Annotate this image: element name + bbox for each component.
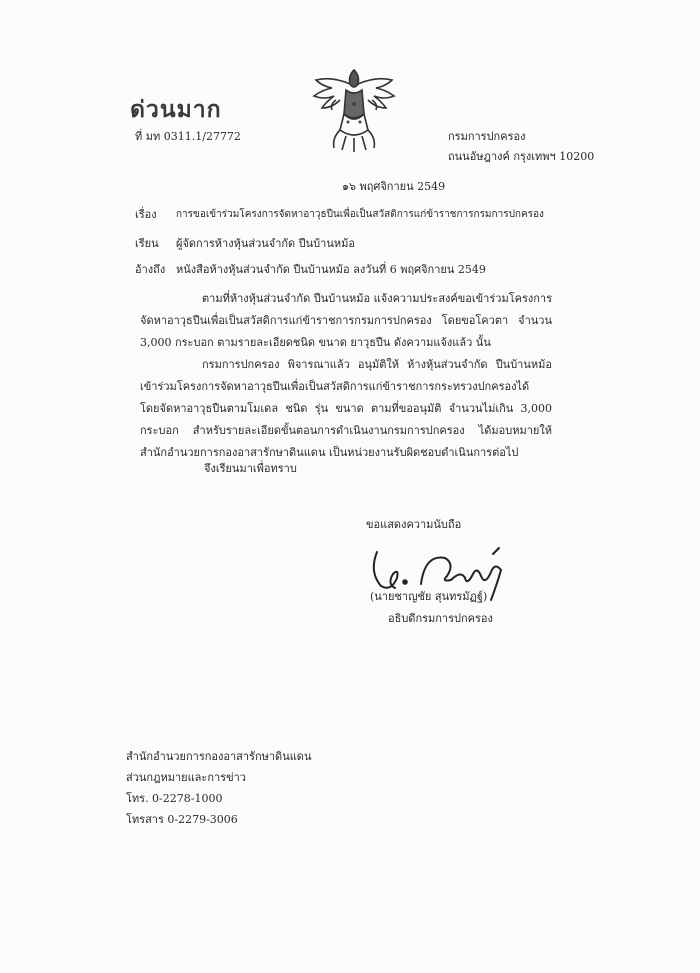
- recipient-label: เรียน: [135, 237, 159, 250]
- subject-label: เรื่อง: [135, 208, 157, 221]
- footer-phone: โทร. 0-2278-1000: [126, 792, 223, 805]
- body-paragraph-1: ตามที่ห้างหุ้นส่วนจำกัด ปืนบ้านหม้อ แจ้งความประสงค์ขอเข้าร่วมโครงการจัดหาอาวุธปืนเพื่อเป็นสวัสดิการแก่ข้าราชการกรมการปกครอง โดยขอโควตา จำนวน 3,000 กระบอก ตามรายละเอียดชนิด ขนาด ยาวุธปืน ดังความแจ้งแล้ว นั้น: [140, 292, 552, 349]
- complimentary-close: ขอแสดงความนับถือ: [366, 518, 462, 531]
- urgency-stamp: ด่วนมาก: [130, 96, 222, 123]
- organization-address: ถนนอัษฎางค์ กรุงเทพฯ 10200: [448, 150, 595, 163]
- footer-office: สำนักอำนวยการกองอาสารักษาดินแดน: [126, 750, 312, 763]
- subject-text: การขอเข้าร่วมโครงการจัดหาอาวุธปืนเพื่อเป็นสวัสดิการแก่ข้าราชการกรมการปกครอง: [176, 209, 544, 220]
- signatory-position: อธิบดีกรมการปกครอง: [388, 612, 493, 625]
- letter-date: ๑๖ พฤศจิกายน 2549: [342, 180, 446, 193]
- reference-text: หนังสือห้างหุ้นส่วนจำกัด ปืนบ้านหม้อ ลงวันที่ 6 พฤศจิกายน 2549: [176, 263, 486, 276]
- recipient-text: ผู้จัดการห้างหุ้นส่วนจำกัด ปืนบ้านหม้อ: [176, 237, 355, 250]
- signatory-name: (นายชาญชัย สุนทรมัฏฐ์): [370, 590, 488, 603]
- issuing-organization: กรมการปกครอง: [448, 130, 526, 143]
- footer-section: ส่วนกฎหมายและการข่าว: [126, 771, 246, 784]
- reference-number: ที่ มท 0311.1/27772: [135, 130, 241, 143]
- garuda-emblem-icon: [306, 60, 402, 160]
- body-paragraph-2: กรมการปกครอง พิจารณาแล้ว อนุมัติให้ ห้างหุ้นส่วนจำกัด ปืนบ้านหม้อ เข้าร่วมโครงการจัดหาอาวุธปืนเพื่อเป็นสวัสดิการแก่ข้าราชการกระทรวงปกครองได้ โดยจัดหาอาวุธปืนตามโมเดล ชนิด รุ่น ขนาด ตามที่ขออนุมัติ จำนวนไม่เกิน 3,000 กระบอก สำหรับรายละเอียดขั้นตอนการดำเนินงานกรมการปกครอง ได้มอบหมายให้ สำนักอำนวยการกองอาสารักษาดินแดน เป็นหน่วยงานรับผิดชอบดำเนินการต่อไป: [140, 358, 552, 459]
- reference-label: อ้างถึง: [135, 263, 166, 276]
- closing-request: จึงเรียนมาเพื่อทราบ: [204, 462, 297, 475]
- footer-fax: โทรสาร 0-2279-3006: [126, 813, 238, 826]
